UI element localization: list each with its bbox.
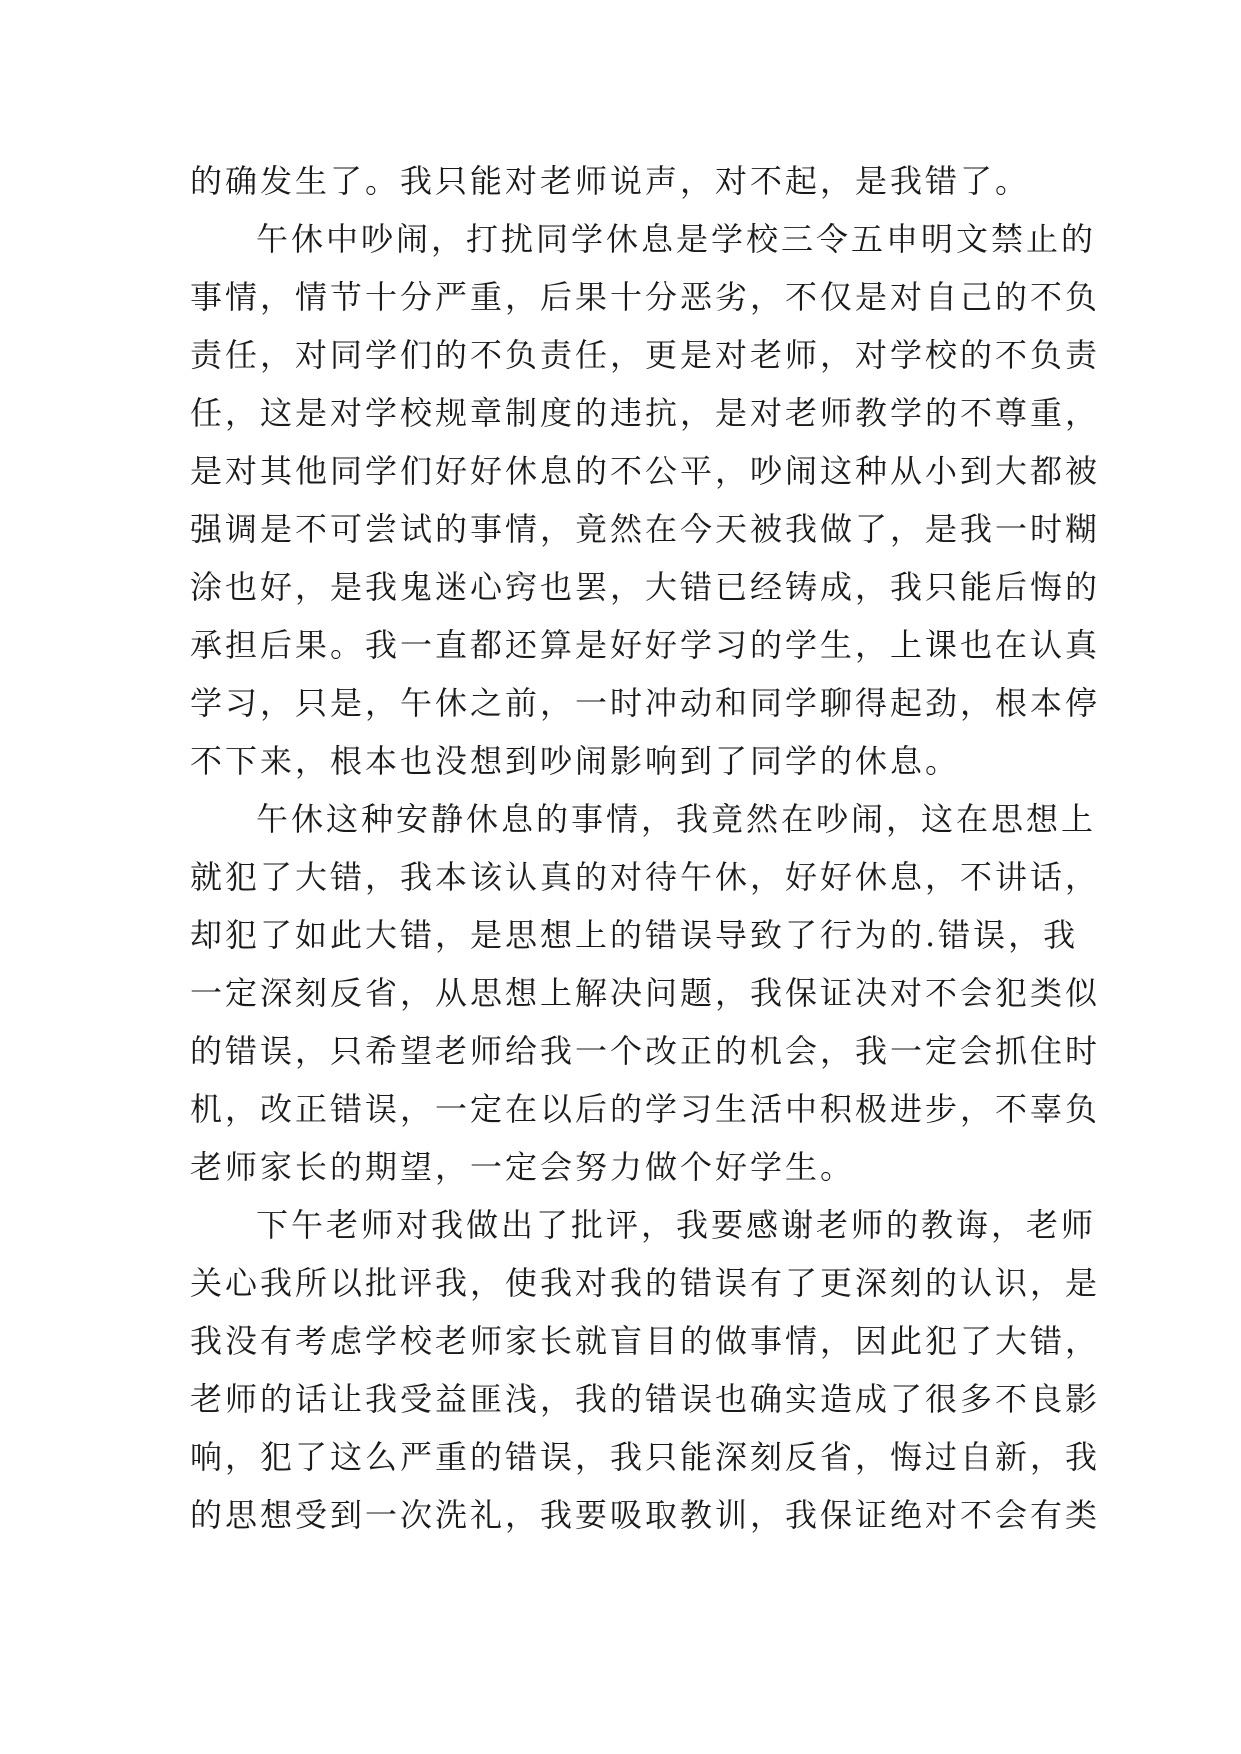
text-line: 午休这种安静休息的事情，我竟然在吵闹，这在思想上 <box>256 800 1097 838</box>
text-line: 老师的话让我受益匪浅，我的错误也确实造成了很多不良影 <box>190 1380 1101 1418</box>
paragraph-1 <box>190 152 1062 210</box>
text-line: 午休中吵闹，打扰同学休息是学校三令五申明文禁止的 <box>256 220 1097 258</box>
paragraph-3 <box>190 790 1101 1196</box>
text-line: 任，这是对学校规章制度的违抗，是对老师教学的不尊重， <box>190 394 1101 432</box>
text-line: 关心我所以批评我，使我对我的错误有了更深刻的认识，是 <box>190 1264 1101 1302</box>
text-line: 响，犯了这么严重的错误，我只能深刻反省，悔过自新，我 <box>190 1438 1101 1476</box>
text-line: 的错误，只希望老师给我一个改正的机会，我一定会抓住时 <box>190 1032 1101 1070</box>
text-line: 涂也好，是我鬼迷心窍也罢，大错已经铸成，我只能后悔的 <box>190 568 1101 606</box>
text-line: 学习，只是，午休之前，一时冲动和同学聊得起劲，根本停 <box>190 684 1101 722</box>
text-line: 一定深刻反省，从思想上解决问题，我保证决对不会犯类似 <box>190 974 1101 1012</box>
document-body <box>190 152 1101 1544</box>
text-line: 事情，情节十分严重，后果十分恶劣，不仅是对自己的不负 <box>190 278 1101 316</box>
text-line: 就犯了大错，我本该认真的对待午休，好好休息，不讲话， <box>190 858 1101 896</box>
text-line: 责任，对同学们的不负责任，更是对老师，对学校的不负责 <box>190 336 1101 374</box>
text-line: 承担后果。我一直都还算是好好学习的学生，上课也在认真 <box>190 626 1101 664</box>
text-line: 强调是不可尝试的事情，竟然在今天被我做了，是我一时糊 <box>190 510 1101 548</box>
text-line: 老师家长的期望，一定会努力做个好学生。 <box>190 1148 856 1186</box>
text-line: 不下来，根本也没想到吵闹影响到了同学的休息。 <box>190 742 961 780</box>
text-line: 是对其他同学们好好休息的不公平，吵闹这种从小到大都被 <box>190 452 1101 490</box>
paragraph-4 <box>190 1196 1101 1544</box>
text-line: 我没有考虑学校老师家长就盲目的做事情，因此犯了大错， <box>190 1322 1101 1360</box>
paragraph-2 <box>190 210 1101 790</box>
text-line: 机，改正错误，一定在以后的学习生活中积极进步，不辜负 <box>190 1090 1101 1128</box>
text-line: 的思想受到一次洗礼，我要吸取教训，我保证绝对不会有类 <box>190 1496 1101 1534</box>
text-line: 下午老师对我做出了批评，我要感谢老师的教诲，老师 <box>256 1206 1097 1244</box>
text-line: 的确发生了。我只能对老师说声，对不起，是我错了。 <box>190 162 1031 200</box>
text-line: 却犯了如此大错，是思想上的错误导致了行为的.错误，我 <box>190 916 1079 954</box>
